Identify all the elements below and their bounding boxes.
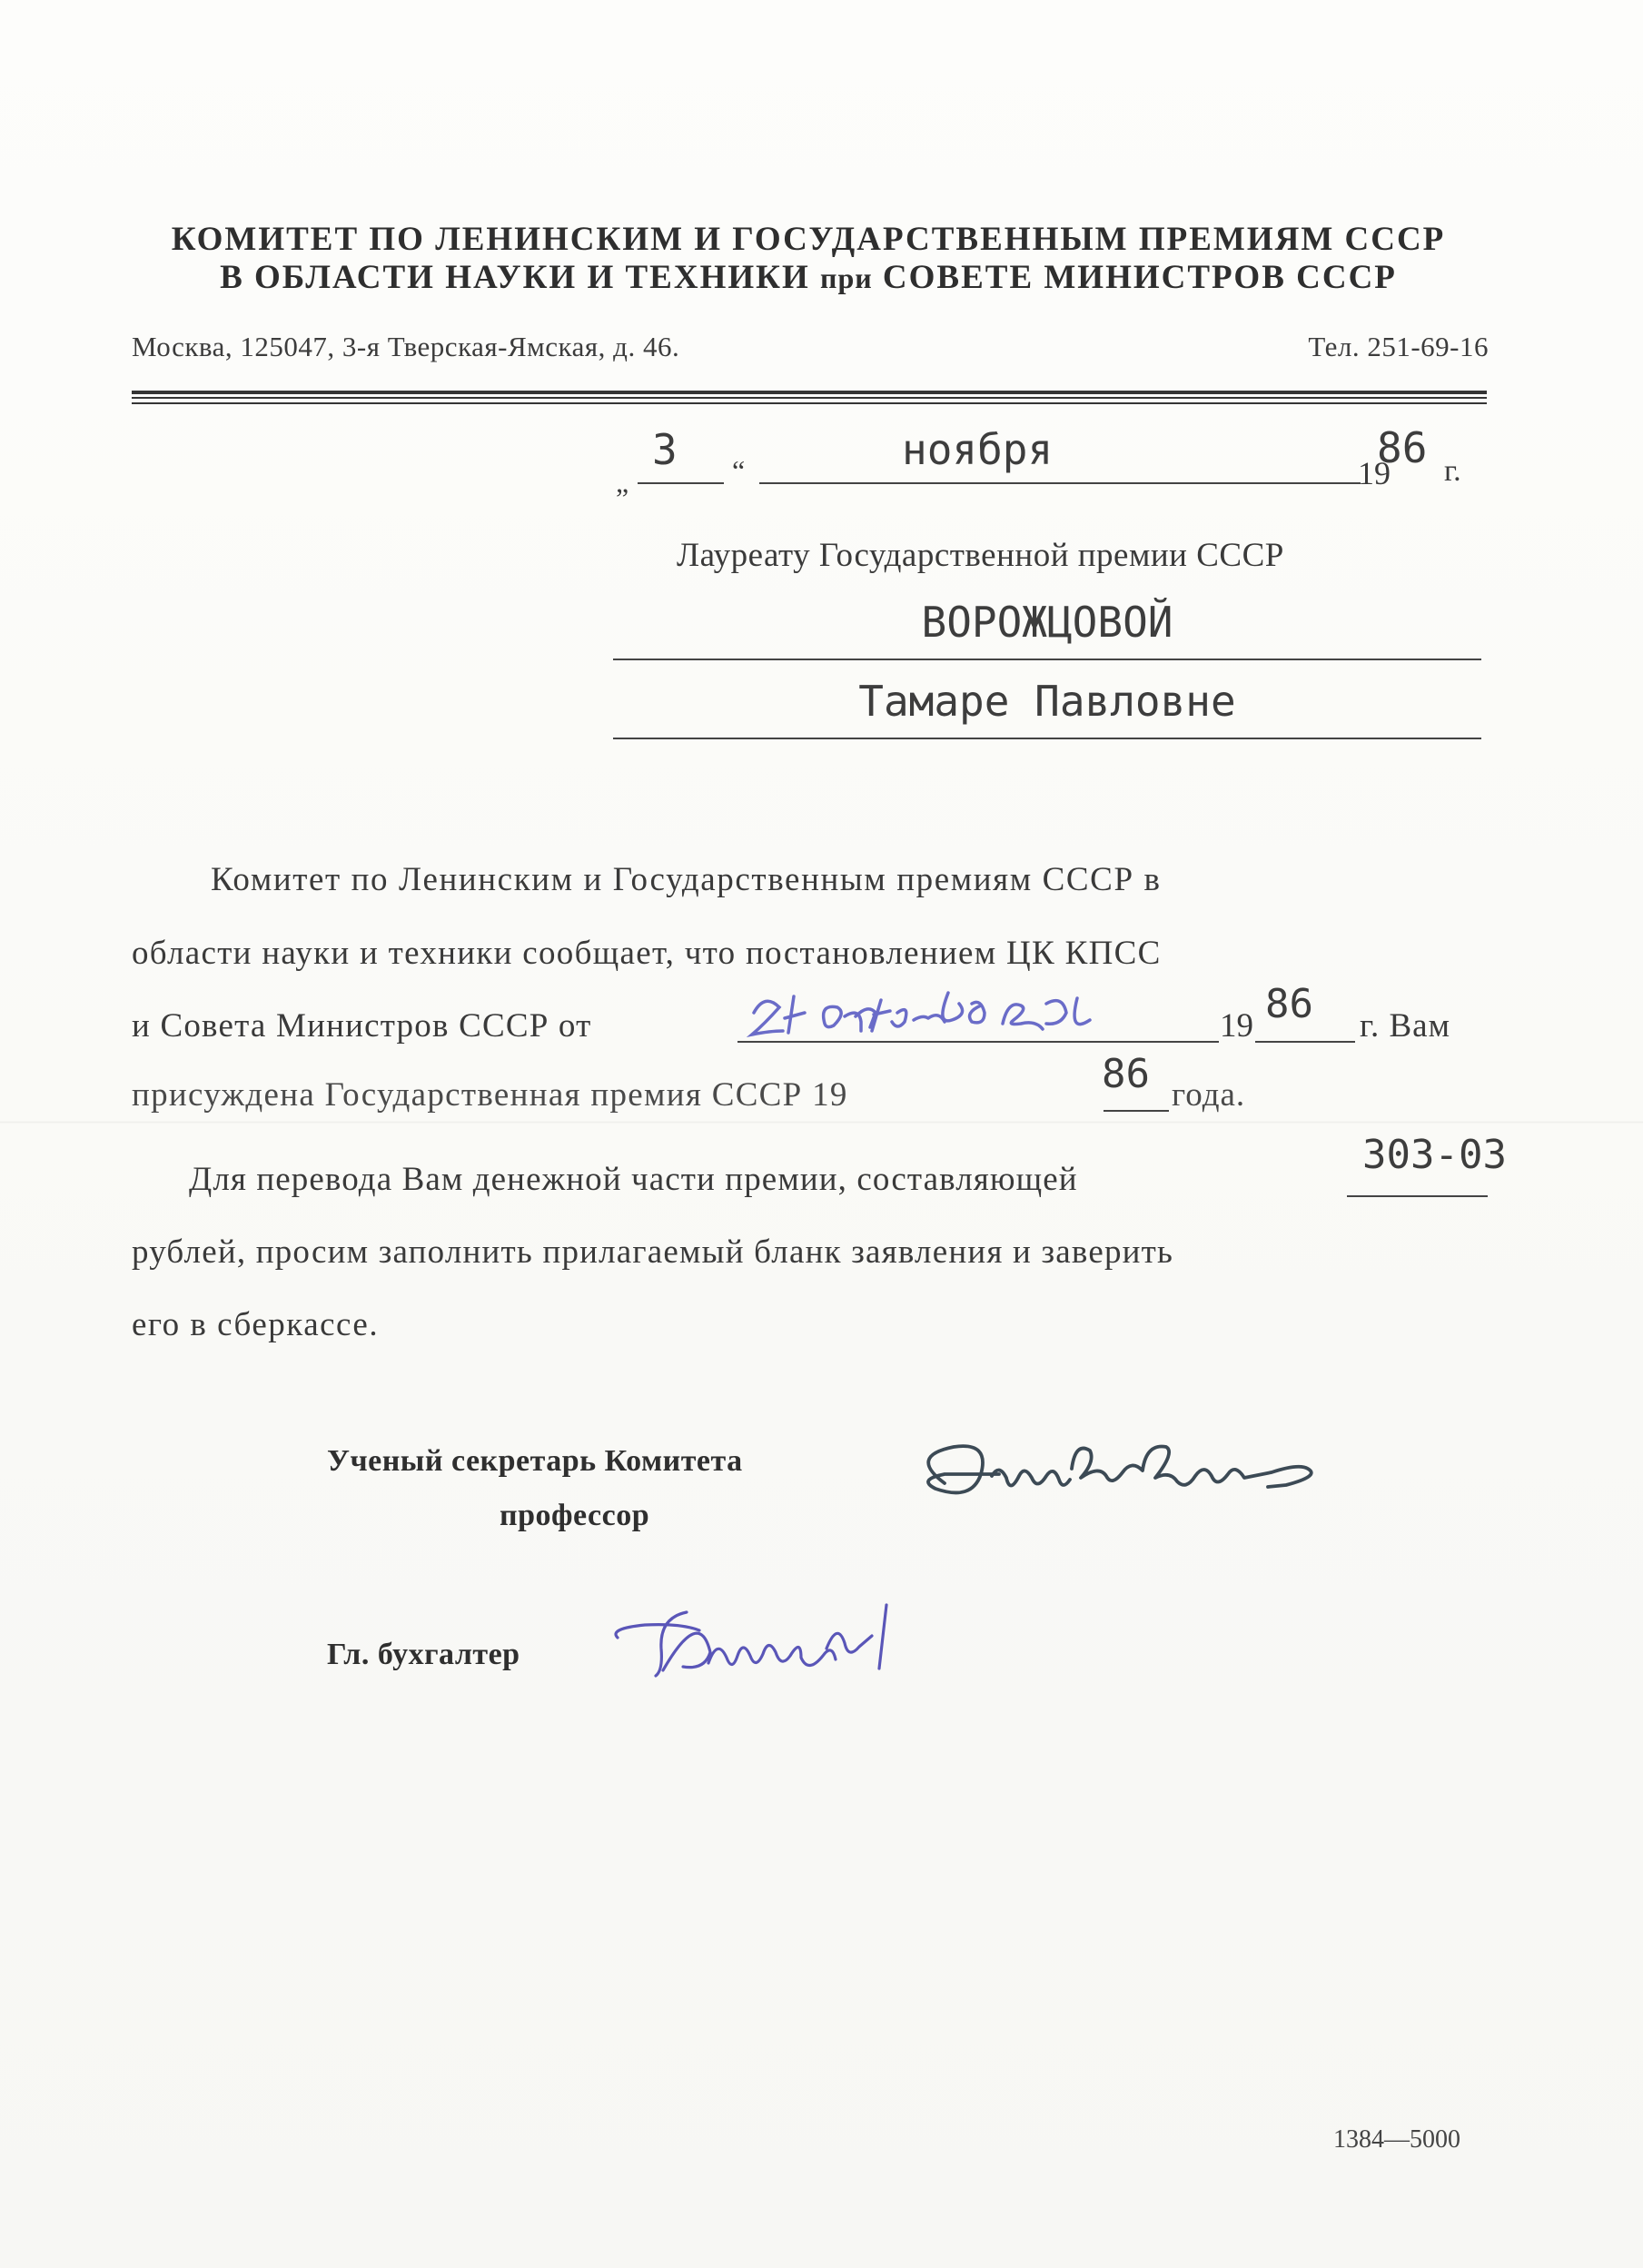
header-rule-thin-1	[132, 397, 1487, 399]
date-close-quote: “	[732, 454, 746, 487]
print-code: 1384—5000	[1333, 2125, 1460, 2154]
body-p1-line3-year-prefix: 19	[1220, 1007, 1253, 1045]
date-day-line	[638, 482, 724, 484]
committee-phone: Тел. 251-69-16	[1308, 331, 1489, 362]
prize-year-line	[1104, 1110, 1169, 1112]
recipient-line-1	[613, 659, 1481, 660]
header-rule-thick	[132, 391, 1487, 394]
paper-fold	[0, 1121, 1643, 1124]
date-year-prefix: 19	[1358, 455, 1391, 491]
handwritten-award-date	[737, 976, 1219, 1049]
committee-title-line2	[132, 258, 1485, 298]
secretary-signature	[908, 1431, 1399, 1530]
recipient-line-2	[613, 738, 1481, 739]
body-p2-line1: Для перевода Вам денежной части премии, составляющей	[189, 1161, 1078, 1198]
committee-title-line2-part1: В ОБЛАСТИ НАУКИ И ТЕХНИКИ	[220, 259, 820, 296]
body-p1-line1: Комитет по Ленинским и Государственным премиям СССР в	[211, 861, 1162, 898]
date-year-abbr: г.	[1444, 454, 1461, 488]
body-p1-line3-end: г. Вам	[1360, 1007, 1451, 1045]
date-month: ноября	[902, 425, 1054, 474]
header-rule-thin-2	[132, 402, 1487, 404]
body-p1-line3-year: 86	[1265, 981, 1313, 1027]
recipient-surname: ВОРОЖЦОВОЙ	[921, 598, 1173, 647]
recipient-title: Лауреату Государственной премии СССР	[677, 537, 1284, 574]
body-p1-line2: области науки и техники сообщает, что постановлением ЦК КПСС	[132, 935, 1162, 972]
committee-title-line2-pri: при	[820, 262, 873, 294]
date-day: 3	[652, 425, 678, 474]
secretary-title-line2: профессор	[500, 1499, 650, 1532]
amount-line	[1347, 1195, 1488, 1197]
accountant-signature	[599, 1585, 981, 1694]
committee-title-line2-part2: СОВЕТЕ МИНИСТРОВ СССР	[872, 259, 1397, 296]
prize-amount: 303-03	[1362, 1132, 1507, 1178]
date-open-quote: „	[616, 466, 629, 499]
secretary-title-line1: Ученый секретарь Комитета	[327, 1444, 743, 1478]
date-year: 86	[1377, 423, 1428, 472]
accountant-title: Гл. бухгалтер	[327, 1638, 520, 1671]
body-p1-line3-start: и Совета Министров СССР от	[132, 1007, 592, 1045]
committee-address: Москва, 125047, 3-я Тверская-Ямская, д. 46.	[132, 331, 680, 362]
date-month-line	[759, 482, 1361, 484]
award-year-line	[1255, 1041, 1355, 1043]
recipient-given-names: Тамаре Павловне	[858, 677, 1236, 726]
body-p1-line4-start: присуждена Государственная премия СССР 19	[132, 1076, 848, 1114]
body-p2-line3: его в сберкассе.	[132, 1306, 380, 1343]
body-p1-line4-year: 86	[1102, 1051, 1150, 1097]
body-p2-line2: рублей, просим заполнить прилагаемый бланк заявления и заверить	[132, 1233, 1174, 1271]
body-p1-line4-end: года.	[1172, 1076, 1246, 1114]
committee-title-line1: КОМИТЕТ ПО ЛЕНИНСКИМ И ГОСУДАРСТВЕННЫМ ПРЕМИЯМ СССР	[171, 221, 1446, 258]
